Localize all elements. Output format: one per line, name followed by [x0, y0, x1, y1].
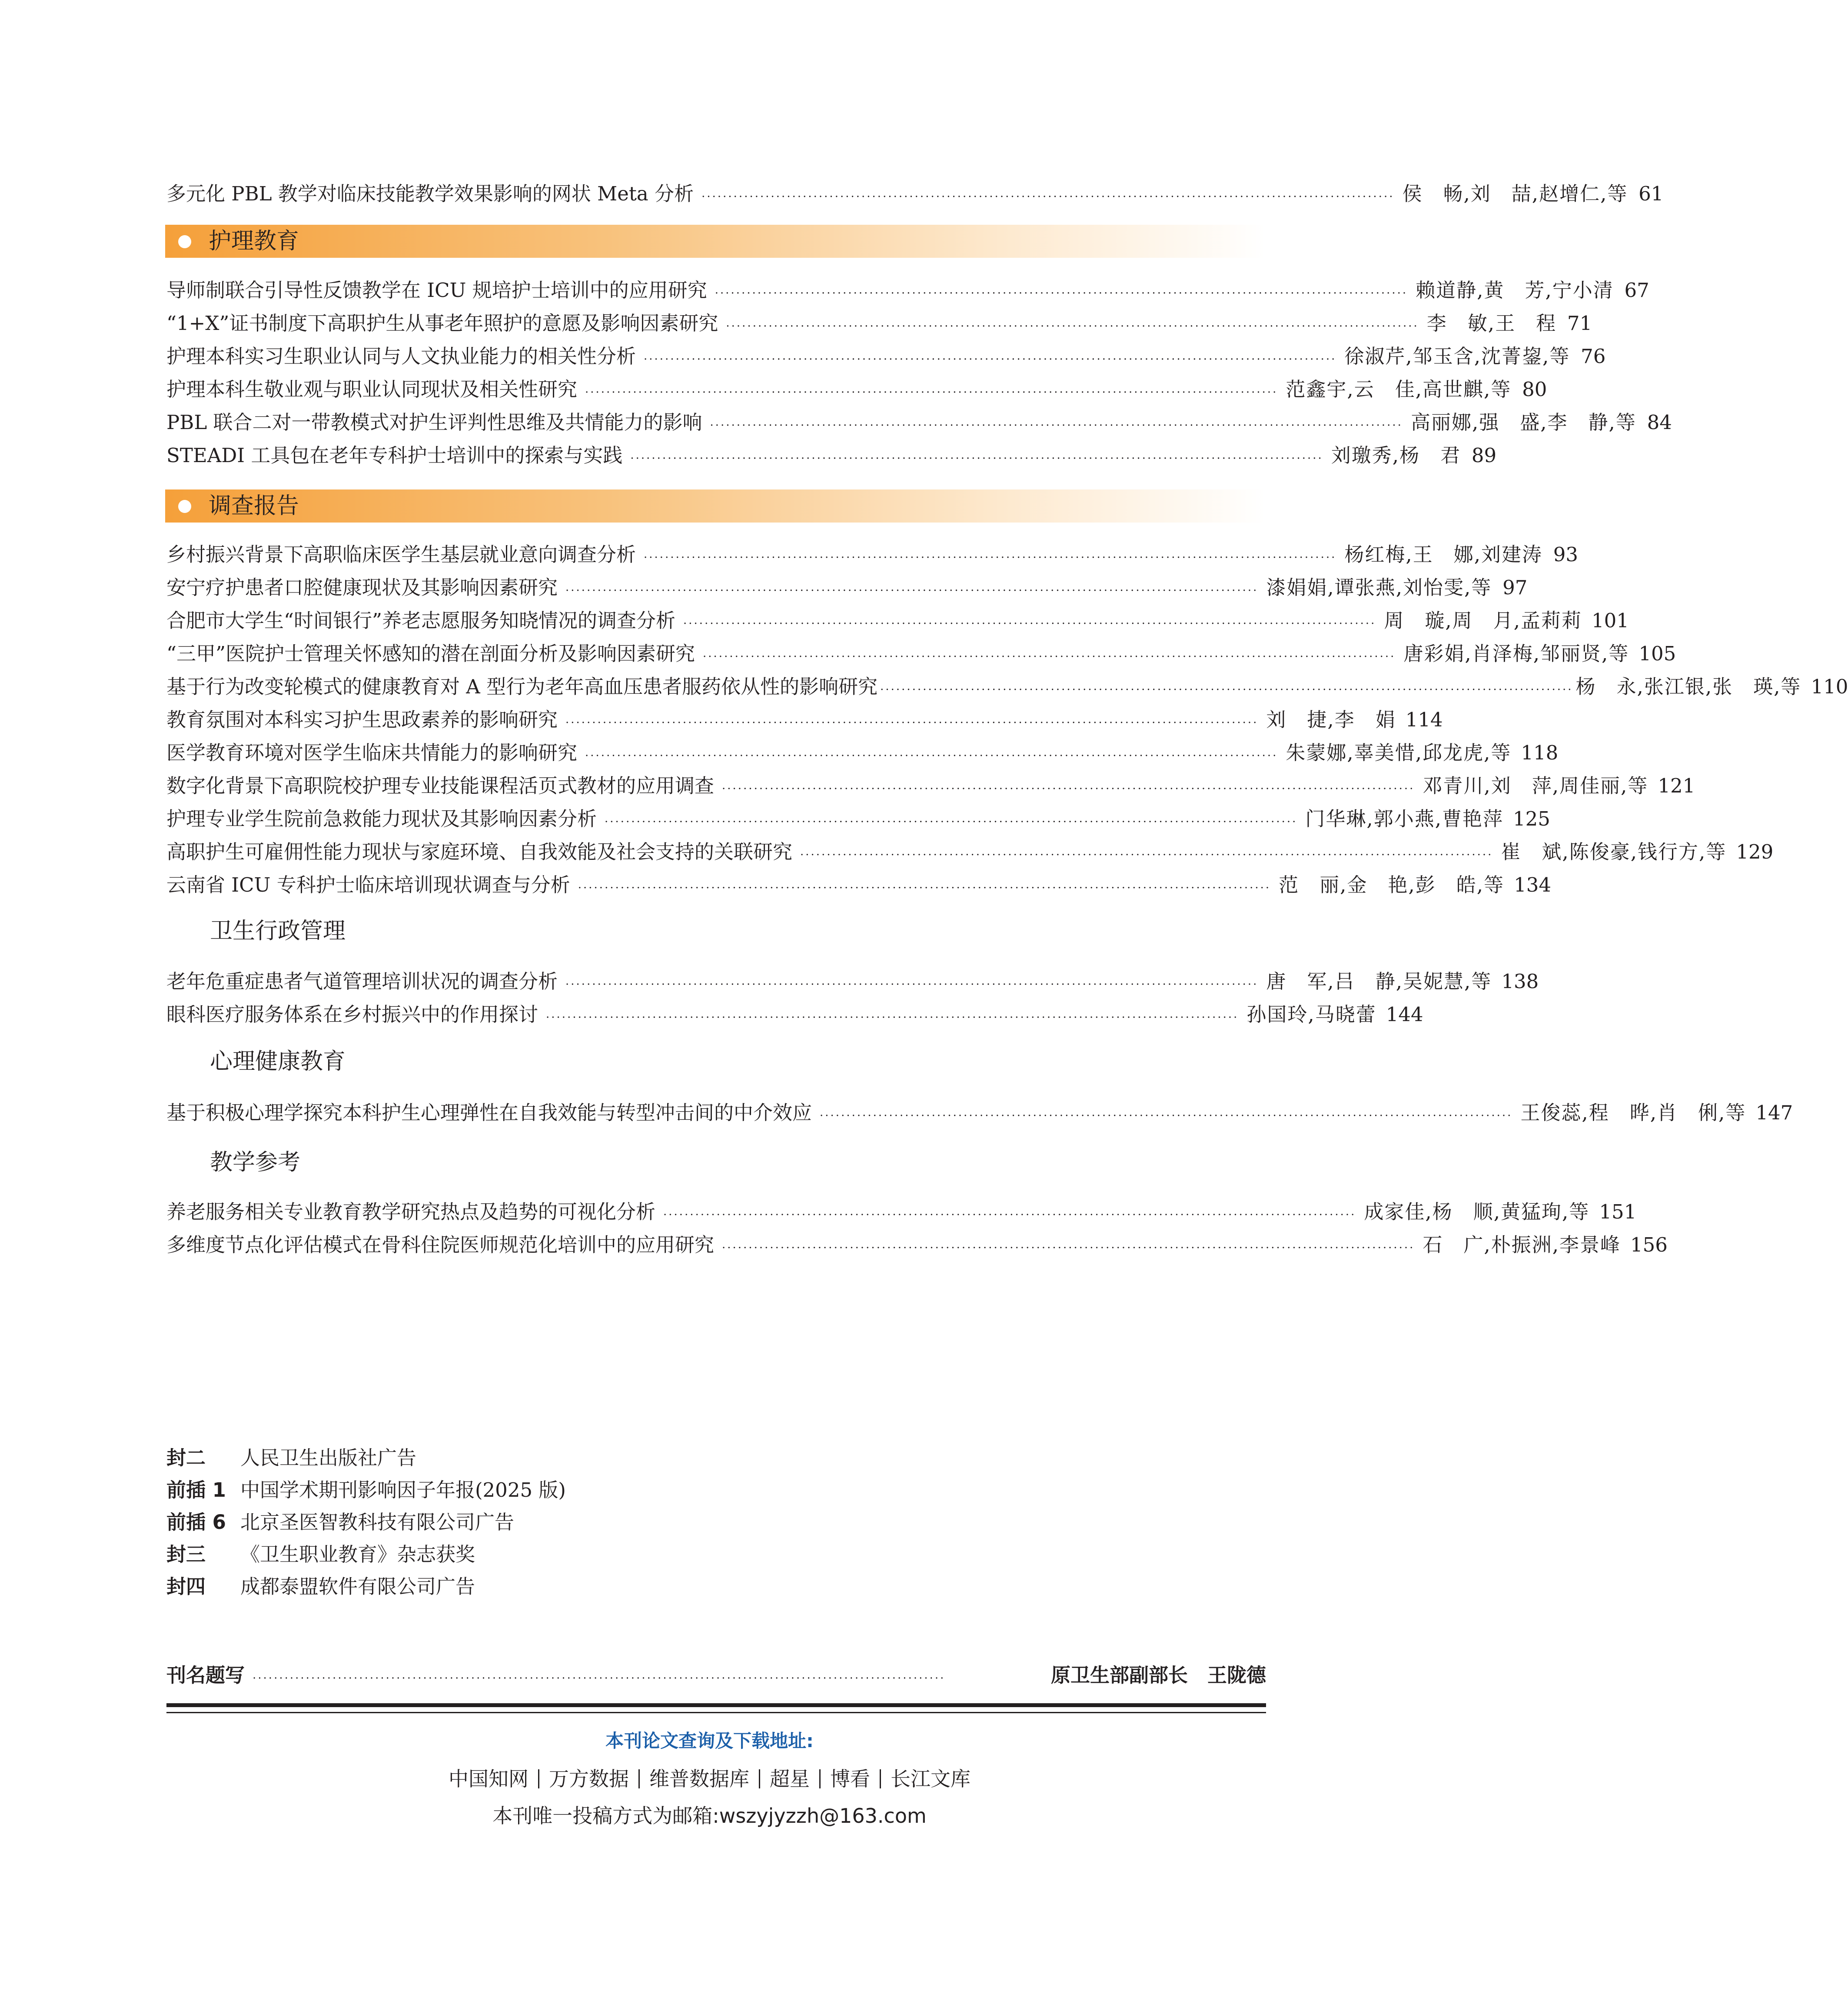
leader-dots: ··································································································································	[585, 749, 1278, 762]
divider	[166, 1703, 1266, 1707]
article-page: 118	[1521, 741, 1559, 764]
separator	[819, 1769, 821, 1788]
insert-content: 成都泰盟软件有限公司广告	[240, 1575, 475, 1598]
section-heading: 心理健康教育	[210, 1049, 346, 1075]
article-authors: 邓青川,刘 萍,周佳丽,等	[1423, 774, 1649, 797]
leader-dots: ··································································································································	[683, 617, 1376, 630]
insert-item	[166, 1507, 514, 1538]
database-link[interactable]: 博看	[830, 1767, 870, 1791]
leader-dots: ··································································································································	[565, 584, 1259, 597]
article-page: 93	[1553, 543, 1579, 566]
toc-entry[interactable]	[166, 1229, 1668, 1261]
section-header-survey-reports	[165, 489, 1265, 523]
section-heading: 护理教育	[209, 228, 299, 254]
article-title: “三甲”医院护士管理关怀感知的潜在剖面分析及影响因素研究	[166, 642, 695, 665]
insert-item	[166, 1571, 475, 1602]
article-page: 144	[1386, 1003, 1423, 1026]
toc-entry[interactable]	[166, 1196, 1637, 1228]
divider	[166, 1712, 1266, 1713]
insert-content: 北京圣医智教科技有限公司广告	[240, 1511, 515, 1534]
article-authors: 杨 永,张江银,张 瑛,等	[1575, 675, 1801, 698]
masthead-credit-text: 原卫生部副部长 王陇德	[1050, 1664, 1266, 1687]
insert-item	[166, 1442, 416, 1474]
footer-title: 本刊论文查询及下载地址:	[605, 1730, 814, 1751]
insert-content: 中国学术期刊影响因子年报(2025 版)	[240, 1478, 566, 1502]
article-page: 80	[1522, 378, 1547, 401]
submission-email[interactable]: 本刊唯一投稿方式为邮箱:wszyjyzzh@163.com	[492, 1804, 927, 1828]
bullet-icon	[178, 500, 191, 513]
leader-dots: ··································································································································	[820, 1109, 1513, 1122]
toc-entry[interactable]	[166, 836, 1774, 868]
article-page: 125	[1513, 807, 1550, 830]
article-page: 121	[1658, 774, 1695, 797]
article-page: 61	[1639, 182, 1664, 205]
article-title: 多维度节点化评估模式在骨科住院医师规范化培训中的应用研究	[166, 1233, 715, 1256]
article-title: 医学教育环境对医学生临床共情能力的影响研究	[166, 741, 578, 764]
article-title: “1+X”证书制度下高职护生从事老年照护的意愿及影响因素研究	[166, 312, 718, 335]
leader-dots: ··································································································································	[585, 386, 1278, 399]
insert-content: 人民卫生出版社广告	[240, 1446, 417, 1469]
leader-dots: ··································································································································	[605, 816, 1298, 829]
leader-dots: ··································································································································	[722, 1242, 1415, 1255]
insert-position: 封二	[166, 1446, 206, 1469]
toc-entry[interactable]	[166, 178, 1664, 210]
database-link[interactable]: 万方数据	[549, 1767, 629, 1791]
article-title: 老年危重症患者气道管理培训状况的调查分析	[166, 970, 558, 993]
article-authors: 高丽娜,强 盛,李 静,等	[1410, 411, 1636, 434]
article-page: 105	[1639, 642, 1676, 665]
database-link[interactable]: 长江文库	[891, 1767, 971, 1791]
article-title: 数字化背景下高职院校护理专业技能课程活页式教材的应用调查	[166, 774, 715, 797]
separator	[880, 1769, 881, 1788]
insert-item	[166, 1539, 475, 1570]
toc-entry[interactable]	[166, 803, 1550, 835]
toc-entry[interactable]	[166, 770, 1695, 802]
article-title: 高职护生可雇佣性能力现状与家庭环境、自我效能及社会支持的关联研究	[166, 840, 793, 863]
article-title: 安宁疗护患者口腔健康现状及其影响因素研究	[166, 576, 558, 599]
toc-entry[interactable]	[166, 275, 1649, 306]
article-page: 67	[1624, 279, 1649, 302]
leader-dots: ··································································································································	[726, 320, 1419, 333]
article-title: 合肥市大学生“时间银行”养老志愿服务知晓情况的调查分析	[166, 609, 676, 632]
bullet-icon	[178, 235, 191, 248]
insert-item	[166, 1475, 566, 1506]
section-heading: 调查报告	[209, 493, 299, 519]
leader-dots: ··································································································································	[565, 978, 1259, 991]
article-title: 基于积极心理学探究本科护生心理弹性在自我效能与转型冲击间的中介效应	[166, 1101, 812, 1124]
article-page: 129	[1736, 840, 1774, 863]
article-title: 护理专业学生院前急救能力现状及其影响因素分析	[166, 807, 597, 830]
article-page: 156	[1630, 1233, 1668, 1256]
masthead-label: 刊名题写	[166, 1664, 245, 1687]
article-authors: 崔 斌,陈俊豪,钱行方,等	[1501, 840, 1727, 863]
article-page: 110	[1811, 675, 1848, 698]
toc-entry[interactable]	[166, 671, 1848, 703]
article-authors: 范 丽,金 艳,彭 皓,等	[1279, 873, 1505, 896]
database-link[interactable]: 超星	[770, 1767, 810, 1791]
article-authors: 石 广,朴振洲,李景峰	[1423, 1233, 1621, 1256]
insert-position: 前插 1	[166, 1478, 226, 1502]
toc-entry[interactable]	[166, 341, 1606, 372]
leader-dots: ··································································································································	[630, 452, 1323, 465]
toc-entry[interactable]	[166, 999, 1423, 1030]
insert-position: 前插 6	[166, 1511, 226, 1534]
separator	[638, 1769, 640, 1788]
article-page: 89	[1471, 444, 1497, 467]
section-heading: 教学参考	[210, 1149, 301, 1175]
article-title: 云南省 ICU 专科护士临床培训现状调查与分析	[166, 873, 570, 896]
toc-entry[interactable]	[166, 869, 1551, 901]
article-authors: 漆娟娟,谭张燕,刘怡雯,等	[1266, 576, 1492, 599]
article-title: 多元化 PBL 教学对临床技能教学效果影响的网状 Meta 分析	[166, 182, 694, 205]
toc-entry[interactable]	[166, 704, 1443, 736]
article-authors: 朱蒙娜,辜美惜,邱龙虎,等	[1286, 741, 1512, 764]
toc-entry[interactable]	[166, 440, 1497, 471]
leader-dots: ··································································································································	[880, 683, 1573, 696]
leader-dots: ··································································································································	[715, 287, 1408, 300]
toc-entry[interactable]	[166, 966, 1539, 997]
article-page: 134	[1514, 873, 1551, 896]
article-page: 97	[1502, 576, 1528, 599]
leader-dots: ··································································································································	[644, 551, 1337, 564]
leader-dots: ··································································································································	[663, 1209, 1356, 1222]
leader-dots: ··································································································································	[253, 1672, 946, 1685]
leader-dots: ··································································································································	[800, 849, 1493, 862]
leader-dots: ··································································································································	[701, 190, 1395, 203]
separator	[538, 1769, 539, 1788]
article-page: 138	[1501, 970, 1539, 993]
article-authors: 徐淑芹,邹玉含,沈菁鋆,等	[1344, 345, 1570, 368]
article-authors: 范鑫宇,云 佳,高世麒,等	[1286, 378, 1512, 401]
article-authors: 唐 军,吕 静,吴妮慧,等	[1266, 970, 1492, 993]
article-page: 101	[1592, 609, 1629, 632]
article-authors: 侯 畅,刘 喆,赵增仁,等	[1402, 182, 1628, 205]
article-title: 基于行为改变轮模式的健康教育对 A 型行为老年高血压患者服药依从性的影响研究	[166, 675, 878, 698]
section-heading: 卫生行政管理	[210, 918, 346, 944]
article-title: 乡村振兴背景下高职临床医学生基层就业意向调查分析	[166, 543, 636, 566]
article-authors: 李 敏,王 程	[1426, 312, 1557, 335]
insert-position: 封三	[166, 1543, 206, 1566]
article-title: STEADI 工具包在老年专科护士培训中的探索与实践	[166, 444, 623, 467]
leader-dots: ··································································································································	[565, 716, 1259, 729]
article-title: 眼科医疗服务体系在乡村振兴中的作用探讨	[166, 1003, 538, 1026]
leader-dots: ··································································································································	[578, 882, 1271, 895]
article-page: 71	[1567, 312, 1592, 335]
article-title: 护理本科实习生职业认同与人文执业能力的相关性分析	[166, 345, 636, 368]
leader-dots: ··································································································································	[722, 782, 1415, 796]
article-title: 导师制联合引导性反馈教学在 ICU 规培护士培训中的应用研究	[166, 279, 707, 302]
toc-entry[interactable]	[166, 1097, 1793, 1129]
article-title: PBL 联合二对一带教模式对护生评判性思维及共情能力的影响	[166, 411, 702, 434]
article-title: 教育氛围对本科实习护生思政素养的影响研究	[166, 708, 558, 731]
leader-dots: ··································································································································	[703, 650, 1396, 663]
section-header-nursing-education	[165, 225, 1265, 258]
article-authors: 唐彩娟,肖泽梅,邹丽贤,等	[1403, 642, 1629, 665]
article-authors: 赖道静,黄 芳,宁小清	[1416, 279, 1614, 302]
article-authors: 杨红梅,王 娜,刘建涛	[1344, 543, 1543, 566]
article-page: 114	[1405, 708, 1443, 731]
leader-dots: ··································································································································	[710, 419, 1403, 432]
insert-position: 封四	[166, 1575, 206, 1598]
toc-entry[interactable]	[166, 605, 1629, 636]
toc-entry[interactable]	[166, 308, 1592, 339]
database-list	[0, 1763, 1419, 1795]
article-page: 147	[1755, 1101, 1793, 1124]
database-link[interactable]: 中国知网	[449, 1767, 528, 1791]
leader-dots: ··································································································································	[546, 1011, 1239, 1024]
article-page: 76	[1581, 345, 1606, 368]
article-authors: 门华琳,郭小燕,曹艳萍	[1305, 807, 1504, 830]
toc-entry[interactable]	[166, 572, 1528, 603]
database-link[interactable]: 维普数据库	[649, 1767, 749, 1791]
article-authors: 王俊蕊,程 晔,肖 俐,等	[1520, 1101, 1746, 1124]
leader-dots: ··································································································································	[644, 353, 1337, 366]
article-page: 151	[1599, 1200, 1637, 1223]
toc-entry[interactable]	[166, 374, 1547, 405]
toc-entry[interactable]	[166, 638, 1676, 669]
article-authors: 周 璇,周 月,孟莉莉	[1384, 609, 1582, 632]
toc-entry[interactable]	[166, 737, 1559, 769]
insert-content: 《卫生职业教育》杂志获奖	[240, 1543, 475, 1566]
separator	[759, 1769, 760, 1788]
masthead-credit	[166, 1659, 1266, 1692]
article-authors: 刘 捷,李 娟	[1266, 708, 1396, 731]
article-title: 护理本科生敬业观与职业认同现状及相关性研究	[166, 378, 578, 401]
article-authors: 成家佳,杨 顺,黄猛珣,等	[1364, 1200, 1590, 1223]
article-page: 84	[1647, 411, 1672, 434]
toc-entry[interactable]	[166, 407, 1672, 438]
article-authors: 孙国玲,马晓蕾	[1246, 1003, 1376, 1026]
toc-entry[interactable]	[166, 539, 1579, 570]
article-authors: 刘璬秀,杨 君	[1331, 444, 1461, 467]
article-title: 养老服务相关专业教育教学研究热点及趋势的可视化分析	[166, 1200, 656, 1223]
